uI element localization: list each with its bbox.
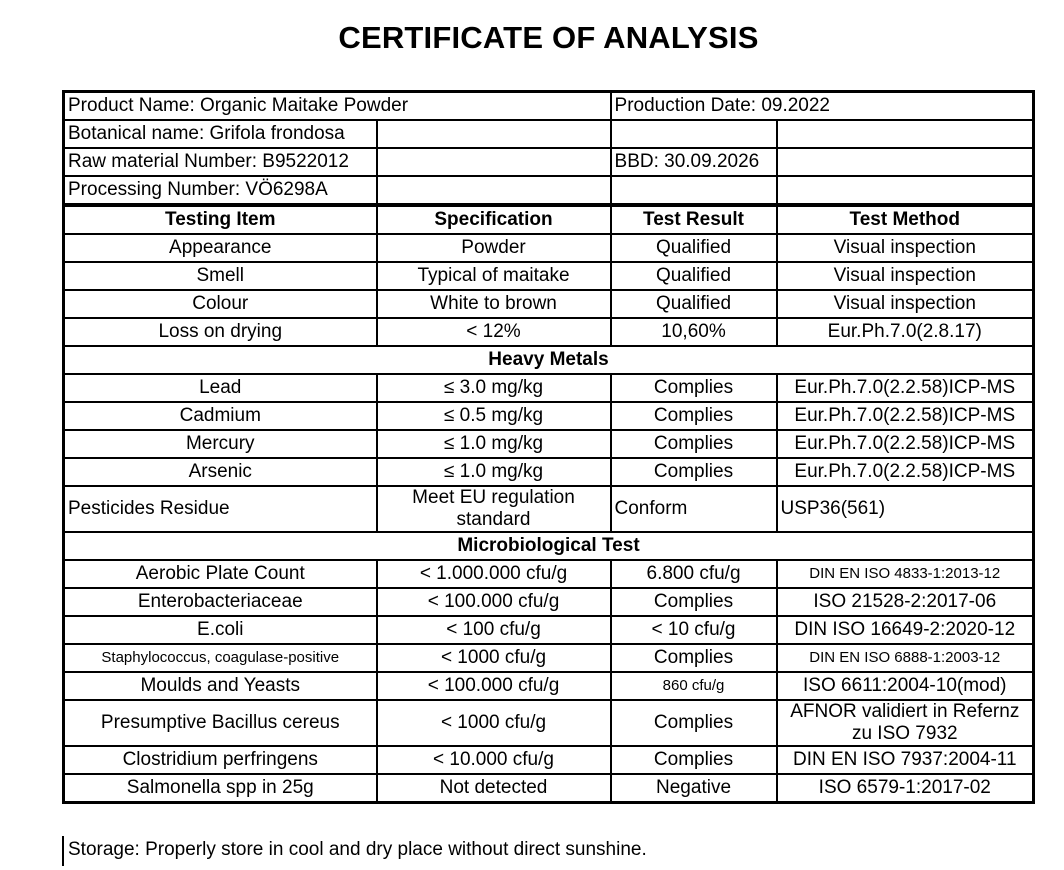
cell-specification: White to brown [377, 290, 611, 318]
table-row [64, 700, 1034, 746]
info-row [64, 148, 1034, 176]
table-row [64, 672, 1034, 700]
table-row [64, 290, 1034, 318]
cell-testing-item: Mercury [64, 430, 377, 458]
cell-test-result: Complies [611, 402, 777, 430]
cell-testing-item: Aerobic Plate Count [64, 560, 377, 588]
table-row [64, 234, 1034, 262]
cell-specification: ≤ 0.5 mg/kg [377, 402, 611, 430]
cell-test-result: Qualified [611, 262, 777, 290]
cell-test-result: Complies [611, 458, 777, 486]
section-title: Heavy Metals [64, 346, 1034, 374]
cell-specification: < 1000 cfu/g [377, 700, 611, 746]
cell-specification: Meet EU regulation standard [377, 486, 611, 532]
empty-cell [611, 176, 777, 205]
cell-test-method: ISO 6611:2004-10(mod) [777, 672, 1034, 700]
cell-testing-item: Cadmium [64, 402, 377, 430]
cell-test-result: 6.800 cfu/g [611, 560, 777, 588]
cell-test-method: Eur.Ph.7.0(2.8.17) [777, 318, 1034, 346]
cell-test-method: Visual inspection [777, 262, 1034, 290]
cell-testing-item: Colour [64, 290, 377, 318]
storage-note: Storage: Properly store in cool and dry place without direct sunshine. [62, 836, 1032, 866]
cell-specification: < 1000 cfu/g [377, 644, 611, 672]
table-row [64, 402, 1034, 430]
cell-test-result: < 10 cfu/g [611, 616, 777, 644]
header-specification: Specification [377, 205, 611, 234]
cell-test-result: 10,60% [611, 318, 777, 346]
cell-specification: < 1.000.000 cfu/g [377, 560, 611, 588]
header-test-result: Test Result [611, 205, 777, 234]
table-row [64, 560, 1034, 588]
cell-testing-item: Lead [64, 374, 377, 402]
cell-test-result: Complies [611, 374, 777, 402]
section-header-row [64, 346, 1034, 374]
botanical-name: Botanical name: Grifola frondosa [64, 120, 377, 148]
cell-specification: ≤ 1.0 mg/kg [377, 430, 611, 458]
cell-test-result: 860 cfu/g [611, 672, 777, 700]
table-row [64, 746, 1034, 774]
cell-test-result: Qualified [611, 290, 777, 318]
cell-testing-item: Arsenic [64, 458, 377, 486]
cell-test-result: Conform [611, 486, 777, 532]
production-date: Production Date: 09.2022 [611, 92, 1034, 121]
cell-testing-item: Moulds and Yeasts [64, 672, 377, 700]
table-row [64, 262, 1034, 290]
cell-testing-item: Appearance [64, 234, 377, 262]
cell-testing-item: Loss on drying [64, 318, 377, 346]
cell-test-method: Visual inspection [777, 290, 1034, 318]
cell-test-method: DIN EN ISO 4833-1:2013-12 [777, 560, 1034, 588]
cell-testing-item: Presumptive Bacillus cereus [64, 700, 377, 746]
document-title: CERTIFICATE OF ANALYSIS [338, 20, 759, 55]
cell-testing-item: Staphylococcus, coagulase-positive [64, 644, 377, 672]
cell-test-method: ISO 21528-2:2017-06 [777, 588, 1034, 616]
table-row [64, 430, 1034, 458]
cell-specification: Powder [377, 234, 611, 262]
cell-specification: < 100.000 cfu/g [377, 672, 611, 700]
info-row [64, 92, 1034, 121]
table-row [64, 616, 1034, 644]
cell-test-result: Complies [611, 746, 777, 774]
cell-specification: < 10.000 cfu/g [377, 746, 611, 774]
info-row [64, 176, 1034, 205]
empty-cell [777, 148, 1034, 176]
cell-test-result: Complies [611, 700, 777, 746]
empty-cell [377, 148, 611, 176]
table-row [64, 374, 1034, 402]
empty-cell [377, 176, 611, 205]
cell-testing-item: Salmonella spp in 25g [64, 774, 377, 803]
section-title: Microbiological Test [64, 532, 1034, 560]
cell-testing-item: Clostridium perfringens [64, 746, 377, 774]
cell-specification: ≤ 1.0 mg/kg [377, 458, 611, 486]
cell-testing-item: E.coli [64, 616, 377, 644]
bbd-date: BBD: 30.09.2026 [611, 148, 777, 176]
analysis-table [62, 90, 1035, 804]
header-test-method: Test Method [777, 205, 1034, 234]
header-testing-item: Testing Item [64, 205, 377, 234]
table-row [64, 774, 1034, 803]
table-row [64, 644, 1034, 672]
cell-test-result: Complies [611, 430, 777, 458]
cell-specification: Typical of maitake [377, 262, 611, 290]
cell-test-method: Eur.Ph.7.0(2.2.58)ICP-MS [777, 458, 1034, 486]
section-header-row [64, 532, 1034, 560]
cell-test-method: Visual inspection [777, 234, 1034, 262]
table-row [64, 458, 1034, 486]
empty-cell [777, 176, 1034, 205]
cell-test-method: ISO 6579-1:2017-02 [777, 774, 1034, 803]
info-row [64, 120, 1034, 148]
raw-material-number: Raw material Number: B9522012 [64, 148, 377, 176]
cell-test-result: Complies [611, 644, 777, 672]
cell-specification: < 12% [377, 318, 611, 346]
cell-test-method: DIN EN ISO 7937:2004-11 [777, 746, 1034, 774]
empty-cell [377, 120, 611, 148]
cell-test-method: Eur.Ph.7.0(2.2.58)ICP-MS [777, 402, 1034, 430]
table-row [64, 318, 1034, 346]
cell-specification: < 100.000 cfu/g [377, 588, 611, 616]
cell-test-result: Qualified [611, 234, 777, 262]
cell-specification: ≤ 3.0 mg/kg [377, 374, 611, 402]
cell-test-method: DIN EN ISO 6888-1:2003-12 [777, 644, 1034, 672]
cell-test-method: USP36(561) [777, 486, 1034, 532]
pesticides-row [64, 486, 1034, 532]
cell-test-method: Eur.Ph.7.0(2.2.58)ICP-MS [777, 430, 1034, 458]
product-name: Product Name: Organic Maitake Powder [64, 92, 611, 121]
cell-test-method: DIN ISO 16649-2:2020-12 [777, 616, 1034, 644]
table-row [64, 588, 1034, 616]
header-row [64, 205, 1034, 234]
empty-cell [777, 120, 1034, 148]
cell-test-result: Complies [611, 588, 777, 616]
empty-cell [611, 120, 777, 148]
cell-test-method: AFNOR validiert in Refernz zu ISO 7932 [777, 700, 1034, 746]
processing-number: Processing Number: VÖ6298A [64, 176, 377, 205]
cell-testing-item: Smell [64, 262, 377, 290]
cell-testing-item: Enterobacteriaceae [64, 588, 377, 616]
cell-specification: Not detected [377, 774, 611, 803]
cell-test-method: Eur.Ph.7.0(2.2.58)ICP-MS [777, 374, 1034, 402]
cell-specification: < 100 cfu/g [377, 616, 611, 644]
cell-testing-item: Pesticides Residue [64, 486, 377, 532]
cell-test-result: Negative [611, 774, 777, 803]
